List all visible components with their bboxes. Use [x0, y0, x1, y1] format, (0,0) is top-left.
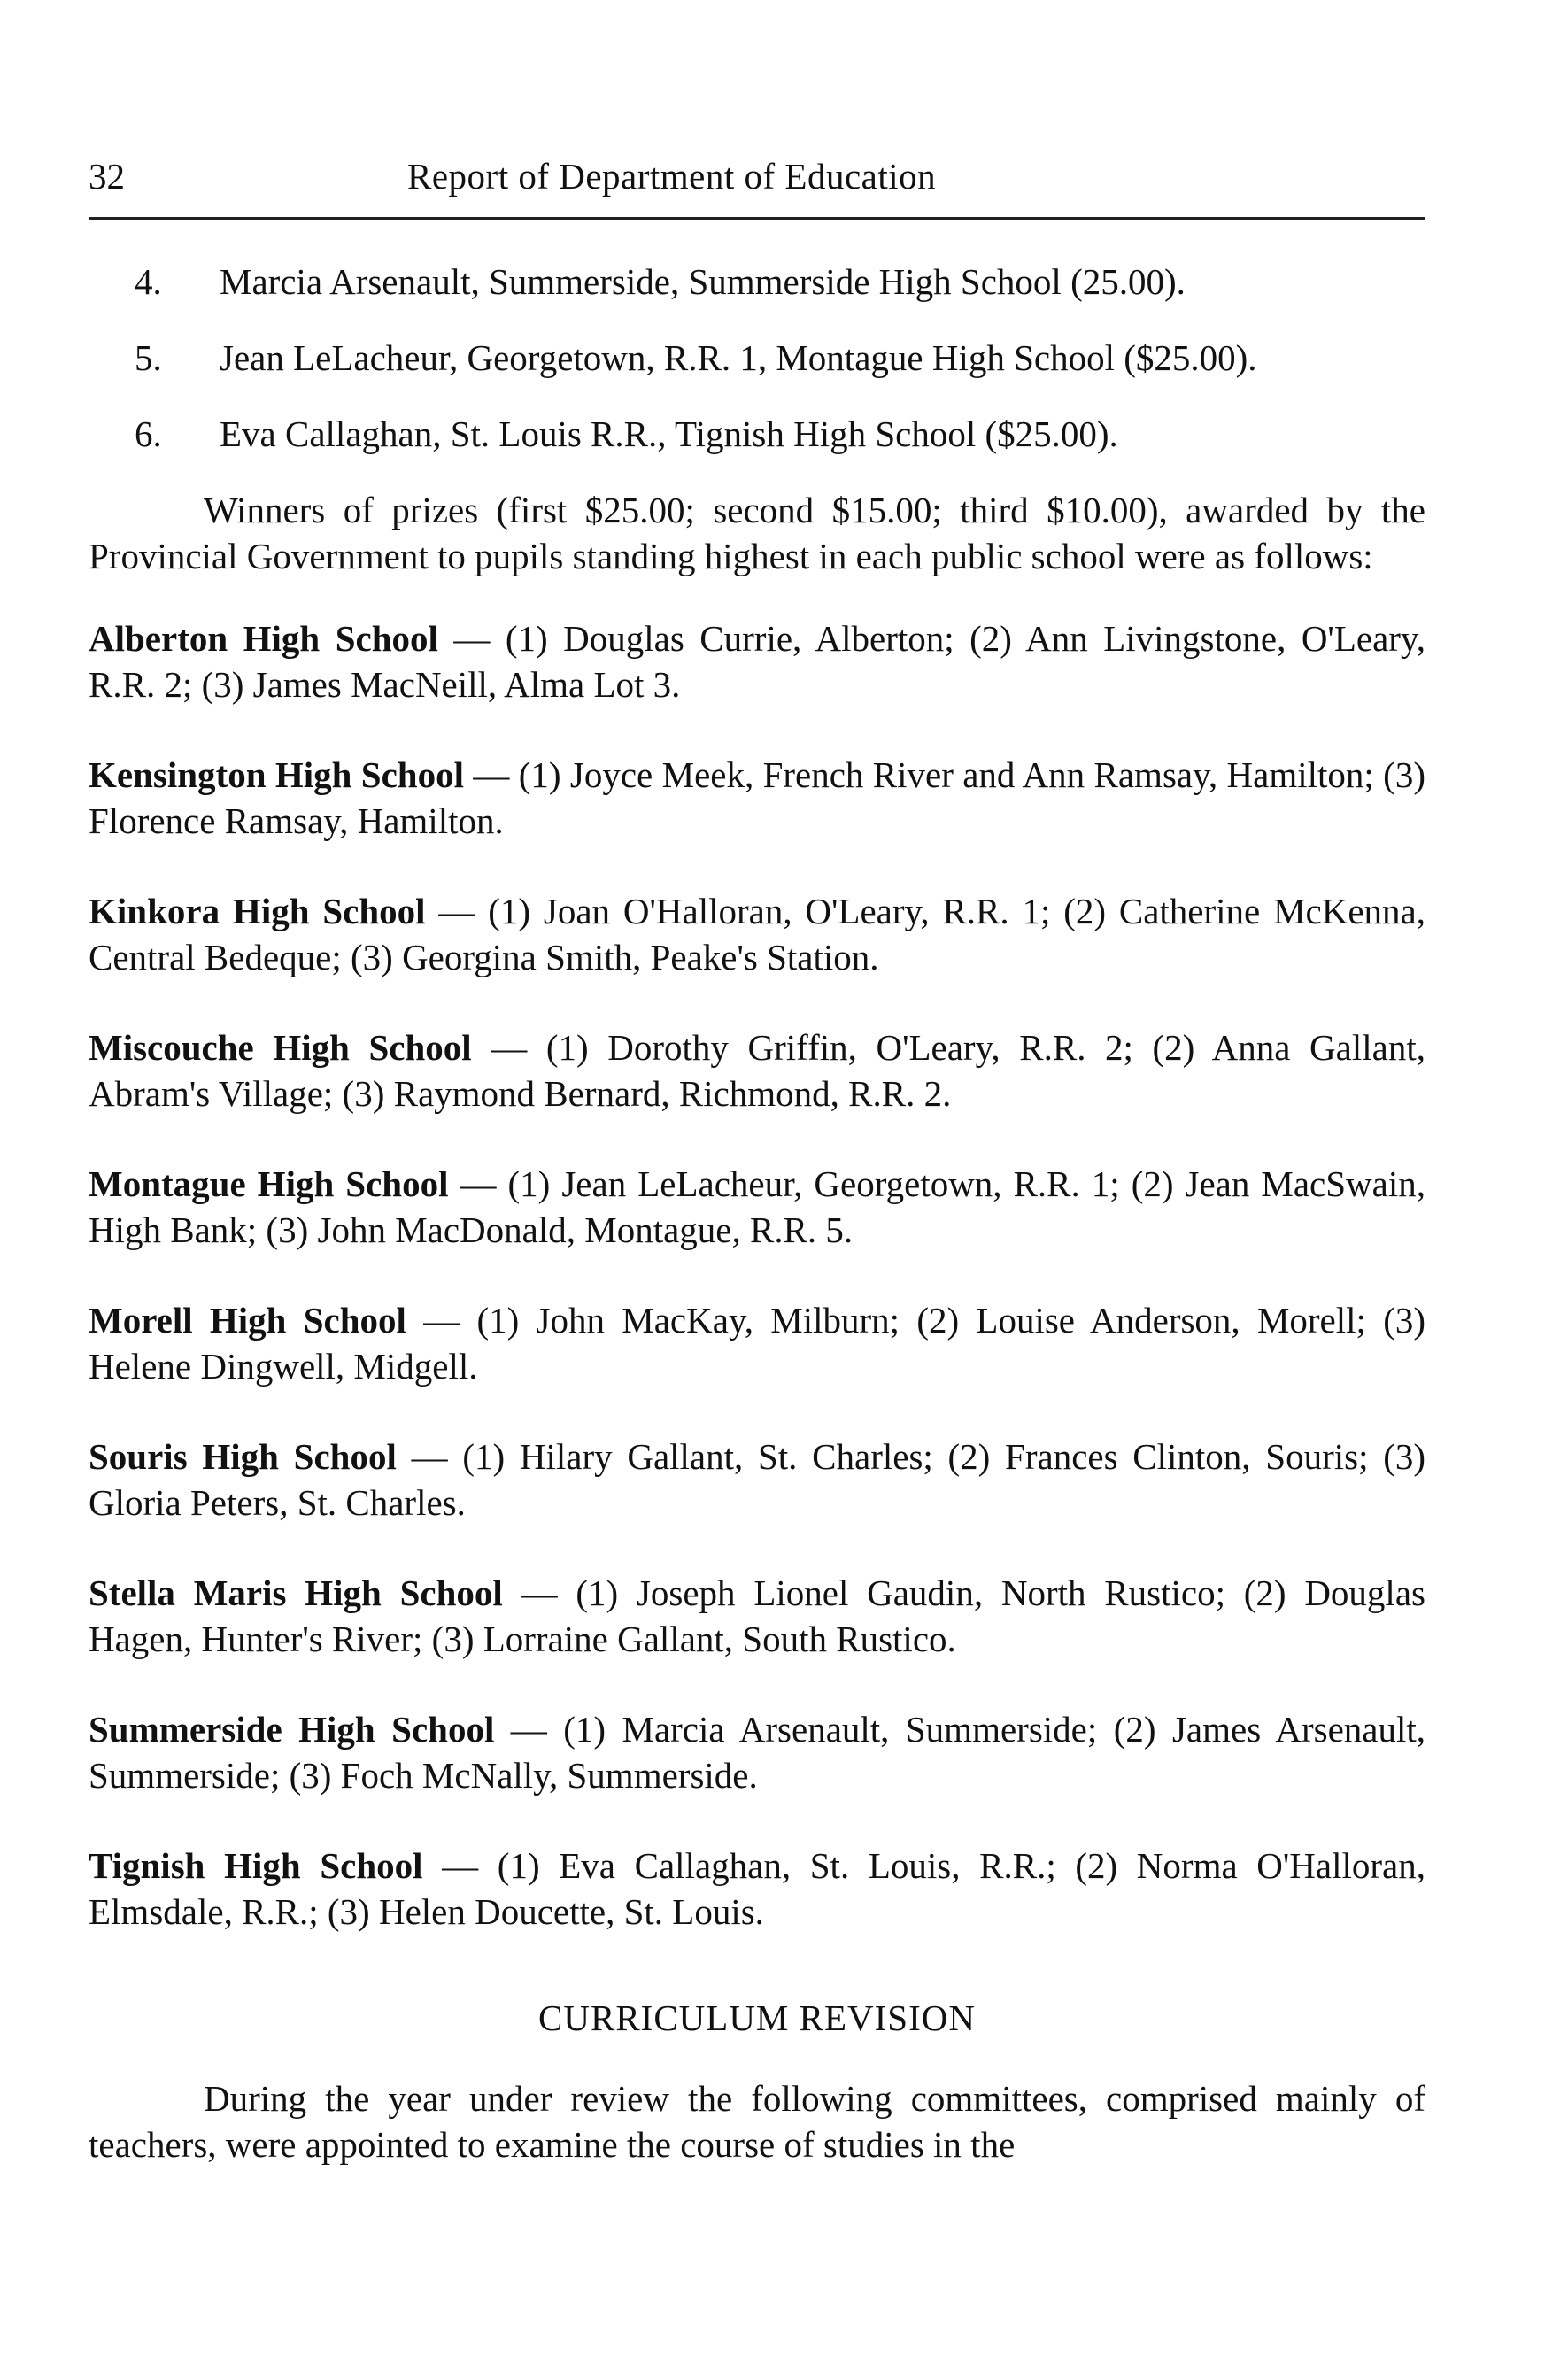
school-entry	[89, 752, 1425, 844]
numbered-list	[89, 259, 1425, 457]
school-name: Summerside High School	[89, 1709, 495, 1750]
school-entry	[89, 1024, 1425, 1117]
list-item-number: 4.	[135, 261, 162, 302]
school-name: Miscouche High School	[89, 1027, 472, 1068]
school-name: Alberton High School	[89, 618, 438, 659]
school-name: Stella Maris High School	[89, 1572, 503, 1613]
closing-paragraph: During the year under review the following committees, comprised mainly of teachers, were appointed to examine the course of studies in the	[89, 2078, 1425, 2165]
school-entry	[89, 1161, 1425, 1253]
list-item	[135, 411, 1425, 457]
list-item	[135, 335, 1425, 381]
list-item	[135, 259, 1425, 305]
school-name: Souris High School	[89, 1436, 397, 1477]
school-entry	[89, 1706, 1425, 1798]
page-header	[89, 155, 1425, 220]
school-winners: — (1) Douglas Currie, Alberton; (2) Ann Livingstone, O'Leary, R.R. 2; (3) James MacNeill, Alma Lot 3.	[89, 618, 1426, 705]
school-name: Morell High School	[89, 1300, 406, 1341]
school-name: Kinkora High School	[89, 891, 426, 931]
school-winners: — (1) Joseph Lionel Gaudin, North Rustico; (2) Douglas Hagen, Hunter's River; (3) Lorraine Gallant, South Rustico.	[89, 1572, 1425, 1659]
document-page	[89, 155, 1425, 2204]
school-entry	[89, 1297, 1425, 1389]
list-item-text: Eva Callaghan, St. Louis R.R., Tignish High School ($25.00).	[220, 413, 1118, 454]
school-winners-list	[89, 615, 1425, 1935]
list-item-text: Jean LeLacheur, Georgetown, R.R. 1, Montague High School ($25.00).	[220, 337, 1257, 378]
school-winners: — (1) Joan O'Halloran, O'Leary, R.R. 1; (2) Catherine McKenna, Central Bedeque; (3) Georgina Smith, Peake's Station.	[89, 891, 1425, 978]
prizes-intro-paragraph: Winners of prizes (first $25.00; second $15.00; third $10.00), awarded by the Provincial Government to pupils standing highest in each public school were as follows:	[89, 490, 1425, 576]
section-heading: CURRICULUM REVISION	[538, 1998, 976, 2038]
school-winners: — (1) Joyce Meek, French River and Ann Ramsay, Hamilton; (3) Florence Ramsay, Hamilton.	[89, 754, 1425, 841]
school-name: Montague High School	[89, 1163, 449, 1204]
school-entry	[89, 1433, 1425, 1526]
school-entry	[89, 615, 1425, 707]
school-winners: — (1) Marcia Arsenault, Summerside; (2) James Arsenault, Summerside; (3) Foch McNally, Summerside.	[89, 1709, 1425, 1796]
school-entry	[89, 888, 1425, 980]
running-title: Report of Department of Education	[407, 156, 937, 197]
school-winners: — (1) Dorothy Griffin, O'Leary, R.R. 2; (2) Anna Gallant, Abram's Village; (3) Raymond Bernard, Richmond, R.R. 2.	[89, 1027, 1425, 1114]
school-winners: — (1) Jean LeLacheur, Georgetown, R.R. 1; (2) Jean MacSwain, High Bank; (3) John MacDonald, Montague, R.R. 5.	[89, 1163, 1426, 1250]
school-entry	[89, 1570, 1425, 1662]
list-item-number: 6.	[135, 413, 162, 454]
school-winners: — (1) Hilary Gallant, St. Charles; (2) Frances Clinton, Souris; (3) Gloria Peters, St. Charles.	[89, 1436, 1425, 1523]
school-name: Kensington High School	[89, 754, 464, 795]
page-number: 32	[89, 156, 125, 197]
school-entry	[89, 1843, 1425, 1935]
list-item-text: Marcia Arsenault, Summerside, Summerside High School (25.00).	[220, 261, 1186, 302]
school-winners: — (1) John MacKay, Milburn; (2) Louise Anderson, Morell; (3) Helene Dingwell, Midgell.	[89, 1300, 1425, 1387]
school-winners: — (1) Eva Callaghan, St. Louis, R.R.; (2) Norma O'Halloran, Elmsdale, R.R.; (3) Helen Doucette, St. Louis.	[89, 1845, 1425, 1932]
list-item-number: 5.	[135, 337, 162, 378]
school-name: Tignish High School	[89, 1845, 423, 1886]
